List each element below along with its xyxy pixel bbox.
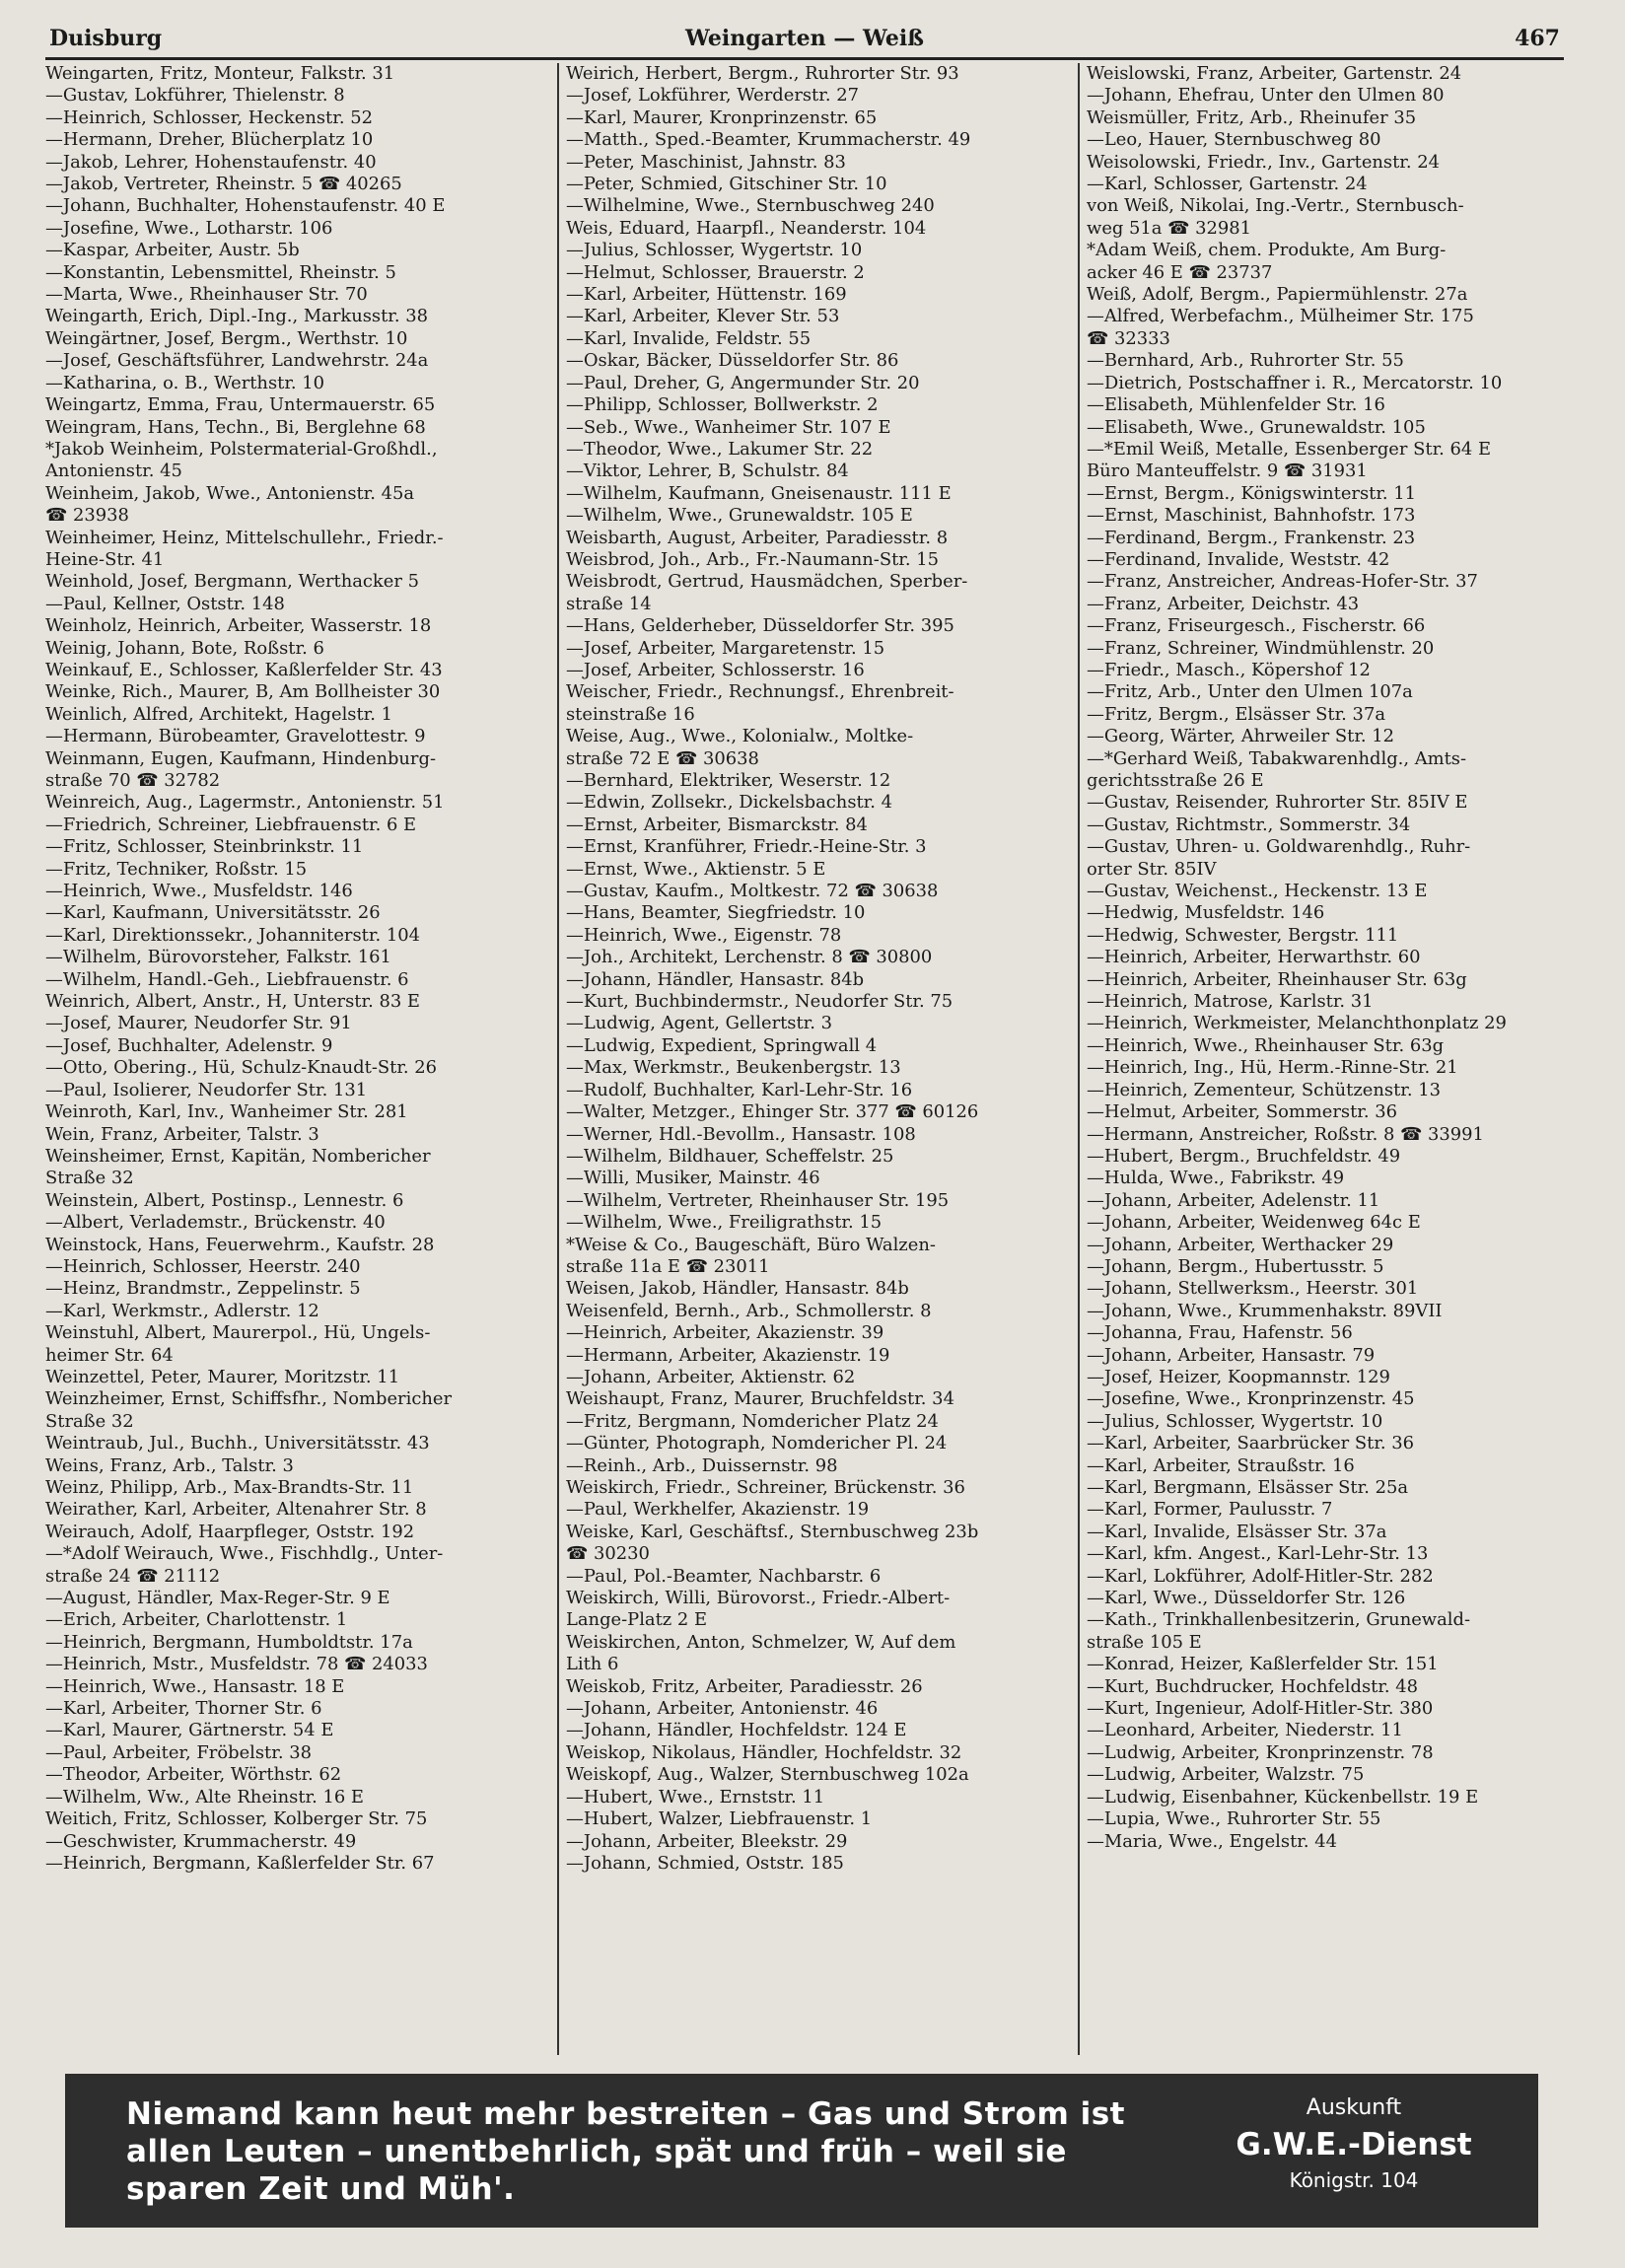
directory-entry-line: —Günter, Photograph, Nomdericher Pl. 24 [566,1433,948,1454]
directory-entry-line: —Johann, Arbeiter, Bleekstr. 29 [566,1830,848,1852]
directory-entry-line: —Gustav, Richtmstr., Sommerstr. 34 [1087,814,1411,835]
ad-slogan-line: allen Leuten – unentbehrlich, spät und früh – weil sie [126,2134,1067,2169]
directory-entry-line: —Ernst, Arbeiter, Bismarckstr. 84 [566,814,868,835]
directory-entry-line: —Heinrich, Arbeiter, Rheinhauser Str. 63g [1087,968,1467,990]
directory-entry-line: —Ferdinand, Invalide, Weststr. 42 [1087,548,1390,570]
directory-entry-line: Weis, Eduard, Haarpfl., Neanderstr. 104 [566,217,927,239]
directory-entry-line: —Kurt, Ingenieur, Adolf-Hitler-Str. 380 [1087,1698,1434,1720]
directory-entry-line: —Wilhelm, Handl.-Geh., Liebfrauenstr. 6 [45,968,409,990]
directory-entry-line: —Leo, Hauer, Sternbuschweg 80 [1087,129,1381,151]
directory-entry-line: —Josef, Geschäftsführer, Landwehrstr. 24a [45,350,429,372]
directory-entry-line: heimer Str. 64 [45,1344,174,1366]
directory-entry-line: —Theodor, Wwe., Lakumer Str. 22 [566,438,874,460]
directory-entry-line: —Karl, Maurer, Kronprinzenstr. 65 [566,106,878,128]
directory-entry-line: Weisbrod, Joh., Arb., Fr.-Naumann-Str. 15 [566,548,939,570]
directory-entry-line: —Theodor, Arbeiter, Wörthstr. 62 [45,1764,342,1786]
directory-entry-line: Weinzheimer, Ernst, Schiffsfhr., Nombericher [45,1388,452,1410]
directory-entry-line: Weiskop, Nikolaus, Händler, Hochfeldstr. 32 [566,1741,962,1763]
directory-entry-line: Antonienstr. 45 [45,461,182,482]
directory-entry-line: —Wilhelm, Wwe., Freiligrathstr. 15 [566,1212,883,1234]
directory-entry-line: Heine-Str. 41 [45,548,165,570]
directory-entry-line: —Ernst, Kranführer, Friedr.-Heine-Str. 3 [566,836,927,858]
directory-entry-line: —Josefine, Wwe., Lotharstr. 106 [45,217,333,239]
directory-entry-line: —Ludwig, Expedient, Springwall 4 [566,1034,878,1056]
directory-entry-line: Weintraub, Jul., Buchh., Universitätsstr. 43 [45,1433,430,1454]
directory-entry-line: —Franz, Anstreicher, Andreas-Hofer-Str. 37 [1087,571,1478,593]
directory-entry-line: von Weiß, Nikolai, Ing.-Vertr., Sternbusch- [1087,195,1464,217]
directory-entry-line: Weiske, Karl, Geschäftsf., Sternbuschweg 23b [566,1521,979,1542]
directory-entry-line: —Johann, Ehefrau, Unter den Ulmen 80 [1087,85,1445,106]
directory-entry-line: —Paul, Isolierer, Neudorfer Str. 131 [45,1079,368,1100]
directory-entry-line: —Kurt, Buchbindermstr., Neudorfer Str. 75 [566,991,954,1013]
directory-entry-line: —Hubert, Bergm., Bruchfeldstr. 49 [1087,1145,1401,1167]
directory-entry-line: —Alfred, Werbefachm., Mülheimer Str. 175 [1087,306,1474,327]
directory-entry-line: straße 11a E ☎ 23011 [566,1255,770,1277]
directory-entry-line: Weirather, Karl, Arbeiter, Altenahrer Str. 8 [45,1499,427,1521]
directory-entry-line: —Willi, Musiker, Mainstr. 46 [566,1168,820,1189]
directory-entry-line: —Reinh., Arb., Duissernstr. 98 [566,1454,838,1476]
directory-entry-line: —*Emil Weiß, Metalle, Essenberger Str. 64 E [1087,438,1492,460]
directory-entry-line: —Paul, Arbeiter, Fröbelstr. 38 [45,1741,312,1763]
directory-entry-line: Wein, Franz, Arbeiter, Talstr. 3 [45,1123,319,1145]
ad-box-address: Königstr. 104 [1289,2168,1419,2192]
directory-entry-line: —Fritz, Bergmann, Nomdericher Platz 24 [566,1410,939,1432]
directory-entry-line: —Kaspar, Arbeiter, Austr. 5b [45,240,300,261]
directory-entry-line: —Johann, Wwe., Krummenhakstr. 89VII [1087,1300,1443,1321]
directory-entry-line: —Georg, Wärter, Ahrweiler Str. 12 [1087,726,1395,747]
directory-entry-line: —Johann, Arbeiter, Aktienstr. 62 [566,1366,856,1387]
column-1 [45,63,552,2055]
directory-entry-line: —Heinz, Brandmstr., Zeppelinstr. 5 [45,1278,361,1300]
directory-entry-line: —Hubert, Walzer, Liebfrauenstr. 1 [566,1808,873,1830]
column-2 [566,63,1073,2055]
directory-entry-line: —Karl, Arbeiter, Saarbrücker Str. 36 [1087,1433,1415,1454]
ad-box-name: G.W.E.-Dienst [1236,2127,1472,2162]
directory-entry-line: —Karl, Bergmann, Elsässer Str. 25a [1087,1477,1409,1498]
directory-entry-line: —Lupia, Wwe., Ruhrorter Str. 55 [1087,1808,1381,1830]
directory-entry-line: —Otto, Obering., Hü, Schulz-Knaudt-Str. 26 [45,1057,438,1079]
directory-entry-line: gerichtsstraße 26 E [1087,770,1264,791]
directory-entry-line: —Helmut, Schlosser, Brauerstr. 2 [566,261,865,283]
directory-entry-line: —Heinrich, Mstr., Musfeldstr. 78 ☎ 24033 [45,1654,428,1675]
directory-entry-line: —Karl, Wwe., Düsseldorfer Str. 126 [1087,1588,1406,1609]
directory-entry-line: —Edwin, Zollsekr., Dickelsbachstr. 4 [566,792,893,814]
directory-entry-line: Büro Manteuffelstr. 9 ☎ 31931 [1087,461,1368,482]
ad-slogan-line: Niemand kann heut mehr bestreiten – Gas und Strom ist [126,2096,1125,2132]
directory-entry-line: —Karl, Arbeiter, Straußstr. 16 [1087,1454,1355,1476]
directory-entry-line: —Heinrich, Arbeiter, Akazienstr. 39 [566,1322,884,1344]
directory-entry-line: —Konstantin, Lebensmittel, Rheinstr. 5 [45,261,396,283]
directory-entry-line: —Dietrich, Postschaffner i. R., Mercatorstr. 10 [1087,372,1503,393]
directory-entry-line: Weisbrodt, Gertrud, Hausmädchen, Sperber- [566,571,968,593]
ad-box-heading: Auskunft [1306,2095,1402,2120]
directory-entry-line: straße 14 [566,593,652,614]
directory-entry-line: acker 46 E ☎ 23737 [1087,261,1273,283]
directory-entry-line: —Josef, Buchhalter, Adelenstr. 9 [45,1034,333,1056]
directory-entry-line: —Hedwig, Schwester, Bergstr. 111 [1087,924,1399,946]
directory-entry-line: Weiskopf, Aug., Walzer, Sternbuschweg 102a [566,1764,969,1786]
directory-entry-line: —Hans, Gelderheber, Düsseldorfer Str. 395 [566,615,954,637]
directory-entry-line: —Hubert, Wwe., Ernststr. 11 [566,1786,825,1807]
directory-entry-line: —Elisabeth, Wwe., Grunewaldstr. 105 [1087,416,1426,438]
directory-entry-line: —Johann, Arbeiter, Adelenstr. 11 [1087,1189,1380,1211]
directory-entry-line: —Karl, Invalide, Feldstr. 55 [566,327,812,349]
directory-entry-line: —Peter, Maschinist, Jahnstr. 83 [566,151,846,173]
directory-entry-line: —Ferdinand, Bergm., Frankenstr. 23 [1087,527,1416,548]
directory-entry-line: —Julius, Schlosser, Wygertstr. 10 [566,240,863,261]
directory-entry-line: —Hermann, Arbeiter, Akazienstr. 19 [566,1344,890,1366]
directory-entry-line: —Wilhelm, Ww., Alte Rheinstr. 16 E [45,1786,364,1807]
directory-entry-line: —Wilhelm, Bürovorsteher, Falkstr. 161 [45,947,391,968]
directory-entry-line: —Karl, Former, Paulusstr. 7 [1087,1499,1333,1521]
directory-entry-line: —August, Händler, Max-Reger-Str. 9 E [45,1588,390,1609]
directory-entry-line: —Bernhard, Arb., Ruhrorter Str. 55 [1087,350,1404,372]
ad-info-box [1221,2093,1487,2208]
directory-entry-line: —Johanna, Frau, Hafenstr. 56 [1087,1322,1353,1344]
directory-entry-line: Weismüller, Fritz, Arb., Rheinufer 35 [1087,106,1417,128]
directory-entry-line: —Hulda, Wwe., Fabrikstr. 49 [1087,1168,1345,1189]
directory-entry-line: Lith 6 [566,1654,619,1675]
directory-entry-line: Straße 32 [45,1168,134,1189]
directory-entry-line: —Albert, Verlademstr., Brückenstr. 40 [45,1212,386,1234]
directory-entry-line: —Peter, Schmied, Gitschiner Str. 10 [566,174,887,195]
directory-entry-line: —Franz, Arbeiter, Deichstr. 43 [1087,593,1360,614]
directory-entry-line: straße 72 E ☎ 30638 [566,747,759,769]
directory-entry-line: —Heinrich, Wwe., Hansastr. 18 E [45,1675,345,1697]
directory-entry-line: —Wilhelm, Bildhauer, Scheffelstr. 25 [566,1145,894,1167]
column-divider [557,63,559,2055]
directory-entry-line: —Karl, Arbeiter, Thorner Str. 6 [45,1698,322,1720]
directory-entry-line: —Gustav, Weichenst., Heckenstr. 13 E [1087,881,1428,902]
directory-entry-line: Weiskirch, Willi, Bürovorst., Friedr.-Albert- [566,1588,951,1609]
directory-entry-line: —Fritz, Bergm., Elsässer Str. 37a [1087,703,1385,725]
column-3 [1087,63,1564,2055]
directory-entry-line: weg 51a ☎ 32981 [1087,217,1252,239]
directory-entry-line: —Josef, Lokführer, Werderstr. 27 [566,85,859,106]
directory-entry-line: —Heinrich, Matrose, Karlstr. 31 [1087,991,1374,1013]
directory-entry-line: Weingartz, Emma, Frau, Untermauerstr. 65 [45,394,436,416]
directory-entry-line: —Karl, Werkmstr., Adlerstr. 12 [45,1300,319,1321]
directory-entry-line: —Wilhelm, Wwe., Grunewaldstr. 105 E [566,505,913,527]
directory-entry-line: —Joh., Architekt, Lerchenstr. 8 ☎ 30800 [566,947,933,968]
directory-entry-line: Weiskob, Fritz, Arbeiter, Paradiesstr. 26 [566,1675,923,1697]
directory-entry-line: —Ludwig, Arbeiter, Walzstr. 75 [1087,1764,1365,1786]
directory-entry-line: —Karl, Schlosser, Gartenstr. 24 [1087,174,1368,195]
directory-entry-line: —Franz, Schreiner, Windmühlenstr. 20 [1087,637,1435,659]
directory-entry-line: —Konrad, Heizer, Kaßlerfelder Str. 151 [1087,1654,1439,1675]
directory-entry-line: —Heinrich, Ing., Hü, Herm.-Rinne-Str. 21 [1087,1057,1458,1079]
directory-entry-line: —Franz, Friseurgesch., Fischerstr. 66 [1087,615,1426,637]
directory-entry-line: Weisenfeld, Bernh., Arb., Schmollerstr. 8 [566,1300,932,1321]
directory-entry-line: —Johann, Bergm., Hubertusstr. 5 [1087,1255,1384,1277]
directory-entry-line: ☎ 30230 [566,1543,650,1565]
directory-entry-line: Weinhold, Josef, Bergmann, Werthacker 5 [45,571,419,593]
directory-entry-line: *Jakob Weinheim, Polstermaterial-Großhdl., [45,438,438,460]
directory-entry-line: —Hermann, Anstreicher, Roßstr. 8 ☎ 33991 [1087,1123,1484,1145]
directory-entry-line: —Marta, Wwe., Rheinhauser Str. 70 [45,284,368,306]
directory-entry-line: —Fritz, Arb., Unter den Ulmen 107a [1087,681,1413,703]
directory-entry-line: straße 105 E [1087,1631,1202,1653]
directory-entry-line: —Gustav, Reisender, Ruhrorter Str. 85IV E [1087,792,1468,814]
directory-entry-line: —Gustav, Kaufm., Moltkestr. 72 ☎ 30638 [566,881,939,902]
directory-entry-line: —Karl, Lokführer, Adolf-Hitler-Str. 282 [1087,1565,1434,1587]
directory-entry-line: Weitich, Fritz, Schlosser, Kolberger Str. 75 [45,1808,428,1830]
directory-entry-line: Weischer, Friedr., Rechnungsf., Ehrenbreit- [566,681,954,703]
directory-entry-line: —Johann, Arbeiter, Weidenweg 64c E [1087,1212,1421,1234]
header-city: Duisburg [49,26,163,51]
directory-entry-line: —Ludwig, Agent, Gellertstr. 3 [566,1013,833,1034]
directory-entry-line: Lange-Platz 2 E [566,1609,708,1631]
directory-entry-line: —Matth., Sped.-Beamter, Krummacherstr. 49 [566,129,971,151]
directory-entry-line: —Johann, Händler, Hochfeldstr. 124 E [566,1720,907,1741]
directory-entry-line: —Seb., Wwe., Wanheimer Str. 107 E [566,416,891,438]
directory-entry-line: —Kurt, Buchdrucker, Hochfeldstr. 48 [1087,1675,1419,1697]
directory-entry-line: Weinroth, Karl, Inv., Wanheimer Str. 281 [45,1101,408,1123]
directory-entry-line: Weinzettel, Peter, Maurer, Moritzstr. 11 [45,1366,400,1387]
directory-entry-line: —Heinrich, Wwe., Eigenstr. 78 [566,924,842,946]
directory-entry-line: —Jakob, Lehrer, Hohenstaufenstr. 40 [45,151,377,173]
directory-entry-line: —Karl, Kaufmann, Universitätsstr. 26 [45,902,381,924]
directory-entry-line: *Weise & Co., Baugeschäft, Büro Walzen- [566,1234,936,1255]
directory-entry-line: —Fritz, Schlosser, Steinbrinkstr. 11 [45,836,364,858]
header-range: Weingarten — Weiß [685,26,924,51]
directory-entry-line: —Fritz, Techniker, Roßstr. 15 [45,858,308,880]
directory-entry-line: —Karl, Direktionssekr., Johanniterstr. 104 [45,924,420,946]
directory-columns [45,63,1564,2055]
directory-entry-line: —Heinrich, Werkmeister, Melanchthonplatz 29 [1087,1013,1507,1034]
directory-entry-line: —Josef, Arbeiter, Margaretenstr. 15 [566,637,885,659]
directory-entry-line: —Ernst, Maschinist, Bahnhofstr. 173 [1087,505,1416,527]
directory-entry-line: Weinstock, Hans, Feuerwehrm., Kaufstr. 28 [45,1234,435,1255]
directory-entry-line: Weinheim, Jakob, Wwe., Antonienstr. 45a [45,482,415,504]
directory-entry-line: —Leonhard, Arbeiter, Niederstr. 11 [1087,1720,1403,1741]
directory-entry-line: —Heinrich, Schlosser, Heckenstr. 52 [45,106,373,128]
directory-entry-line: —Karl, kfm. Angest., Karl-Lehr-Str. 13 [1087,1543,1429,1565]
directory-entry-line: —*Adolf Weirauch, Wwe., Fischhdlg., Unter- [45,1543,444,1565]
directory-entry-line: —Josef, Arbeiter, Schlosserstr. 16 [566,659,865,680]
directory-entry-line: —Maria, Wwe., Engelstr. 44 [1087,1830,1337,1852]
directory-entry-line: Weiskirch, Friedr., Schreiner, Brückenstr. 36 [566,1477,965,1498]
directory-entry-line: —Wilhelmine, Wwe., Sternbuschweg 240 [566,195,935,217]
directory-entry-line: —Josef, Heizer, Koopmannstr. 129 [1087,1366,1390,1387]
directory-entry-line: Weiskirchen, Anton, Schmelzer, W, Auf dem [566,1631,956,1653]
directory-entry-line: Weinholz, Heinrich, Arbeiter, Wasserstr. 18 [45,615,432,637]
directory-entry-line: —Josefine, Wwe., Kronprinzenstr. 45 [1087,1388,1415,1410]
directory-entry-line: —Friedr., Masch., Köpershof 12 [1087,659,1371,680]
page-header [45,22,1564,60]
directory-entry-line: Weinstuhl, Albert, Maurerpol., Hü, Ungels- [45,1322,431,1344]
directory-entry-line: Weishaupt, Franz, Maurer, Bruchfeldstr. 34 [566,1388,954,1410]
directory-entry-line: —Gustav, Uhren- u. Goldwarenhdlg., Ruhr- [1087,836,1471,858]
directory-entry-line: —Rudolf, Buchhalter, Karl-Lehr-Str. 16 [566,1079,913,1100]
directory-entry-line: Weinreich, Aug., Lagermstr., Antonienstr. 51 [45,792,445,814]
directory-entry-line: Weingärtner, Josef, Bergm., Werthstr. 10 [45,327,408,349]
directory-entry-line: —Johann, Schmied, Oststr. 185 [566,1852,844,1874]
directory-entry-line: —Paul, Dreher, G, Angermunder Str. 20 [566,372,920,393]
directory-entry-line: steinstraße 16 [566,703,695,725]
directory-entry-line: ☎ 32333 [1087,327,1170,349]
directory-entry-line: —Wilhelm, Kaufmann, Gneisenaustr. 111 E [566,482,952,504]
directory-entry-line: Weislowski, Franz, Arbeiter, Gartenstr. 24 [1087,63,1462,84]
directory-entry-line: —Friedrich, Schreiner, Liebfrauenstr. 6 E [45,814,417,835]
directory-entry-line: Weisolowski, Friedr., Inv., Gartenstr. 24 [1087,151,1441,173]
directory-entry-line: Weingarth, Erich, Dipl.-Ing., Markusstr. 38 [45,306,429,327]
directory-entry-line: —Johann, Buchhalter, Hohenstaufenstr. 40 E [45,195,446,217]
directory-entry-line: —Heinrich, Bergmann, Kaßlerfelder Str. 67 [45,1852,435,1874]
directory-entry-line: —Hermann, Bürobeamter, Gravelottestr. 9 [45,726,426,747]
directory-entry-line: —Heinrich, Bergmann, Humboldtstr. 17a [45,1631,413,1653]
directory-entry-line: Weinkauf, E., Schlosser, Kaßlerfelder Str. 43 [45,659,443,680]
directory-entry-line: Straße 32 [45,1410,134,1432]
column-divider [1078,63,1080,2055]
directory-entry-line: Weisbarth, August, Arbeiter, Paradiesstr. 8 [566,527,949,548]
directory-entry-line: Weirauch, Adolf, Haarpfleger, Oststr. 192 [45,1521,415,1542]
directory-entry-line: Weinke, Rich., Maurer, B, Am Bollheister 30 [45,681,441,703]
directory-entry-line: —Paul, Werkhelfer, Akazienstr. 19 [566,1499,870,1521]
directory-entry-line: —Johann, Arbeiter, Hansastr. 79 [1087,1344,1376,1366]
directory-entry-line: —Werner, Hdl.-Bevollm., Hansastr. 108 [566,1123,916,1145]
ad-slogan [126,2095,1191,2208]
directory-entry-line: —Heinrich, Zementeur, Schützenstr. 13 [1087,1079,1442,1100]
directory-entry-line: —Hedwig, Musfeldstr. 146 [1087,902,1325,924]
directory-entry-line: —Jakob, Vertreter, Rheinstr. 5 ☎ 40265 [45,174,402,195]
directory-entry-line: —Paul, Pol.-Beamter, Nachbarstr. 6 [566,1565,882,1587]
directory-entry-line: —Ludwig, Eisenbahner, Kückenbellstr. 19 E [1087,1786,1479,1807]
directory-entry-line: —*Gerhard Weiß, Tabakwarenhdlg., Amts- [1087,747,1467,769]
directory-entry-line: —Katharina, o. B., Werthstr. 10 [45,372,325,393]
directory-entry-line: —Julius, Schlosser, Wygertstr. 10 [1087,1410,1383,1432]
directory-entry-line: Weingarten, Fritz, Monteur, Falkstr. 31 [45,63,395,84]
directory-entry-line: —Kath., Trinkhallenbesitzerin, Grunewald- [1087,1609,1470,1631]
directory-entry-line: Weinlich, Alfred, Architekt, Hagelstr. 1 [45,703,393,725]
directory-entry-line: —Karl, Arbeiter, Hüttenstr. 169 [566,284,847,306]
directory-entry-line: —Philipp, Schlosser, Bollwerkstr. 2 [566,394,879,416]
advertisement-banner [65,2074,1538,2228]
directory-entry-line: —Geschwister, Krummacherstr. 49 [45,1830,357,1852]
directory-entry-line: *Adam Weiß, chem. Produkte, Am Burg- [1087,240,1447,261]
directory-entry-line: —Max, Werkmstr., Beukenbergstr. 13 [566,1057,901,1079]
ad-slogan-line: sparen Zeit und Müh'. [126,2171,516,2207]
directory-entry-line: —Ernst, Wwe., Aktienstr. 5 E [566,858,826,880]
directory-entry-line: —Elisabeth, Mühlenfelder Str. 16 [1087,394,1385,416]
directory-entry-line: —Karl, Maurer, Gärtnerstr. 54 E [45,1720,334,1741]
directory-entry-line: orter Str. 85IV [1087,858,1217,880]
directory-entry-line: —Johann, Arbeiter, Werthacker 29 [1087,1234,1394,1255]
directory-entry-line: —Johann, Arbeiter, Antonienstr. 46 [566,1698,879,1720]
directory-entry-line: Weinrich, Albert, Anstr., H, Unterstr. 83 E [45,991,420,1013]
directory-entry-line: Weinheimer, Heinz, Mittelschullehr., Friedr.- [45,527,444,548]
directory-entry-line: —Heinrich, Schlosser, Heerstr. 240 [45,1255,361,1277]
directory-entry-line: —Ernst, Bergm., Königswinterstr. 11 [1087,482,1417,504]
directory-entry-line: Weinmann, Eugen, Kaufmann, Hindenburg- [45,747,436,769]
directory-entry-line: straße 70 ☎ 32782 [45,770,221,791]
directory-entry-line: Weingram, Hans, Techn., Bi, Berglehne 68 [45,416,426,438]
directory-entry-line: Weinstein, Albert, Postinsp., Lennestr. 6 [45,1189,404,1211]
directory-entry-line: —Heinrich, Arbeiter, Herwarthstr. 60 [1087,947,1421,968]
directory-entry-line: ☎ 23938 [45,505,129,527]
directory-entry-line: —Hermann, Dreher, Blücherplatz 10 [45,129,374,151]
directory-entry-line: —Heinrich, Wwe., Rheinhauser Str. 63g [1087,1034,1445,1056]
directory-entry-line: —Karl, Arbeiter, Klever Str. 53 [566,306,840,327]
directory-entry-line: Weiß, Adolf, Bergm., Papiermühlenstr. 27a [1087,284,1468,306]
directory-entry-line: —Josef, Maurer, Neudorfer Str. 91 [45,1013,352,1034]
directory-entry-line: —Viktor, Lehrer, B, Schulstr. 84 [566,461,849,482]
directory-entry-line: —Walter, Metzger., Ehinger Str. 377 ☎ 60126 [566,1101,979,1123]
directory-entry-line: straße 24 ☎ 21112 [45,1565,221,1587]
directory-entry-line: —Erich, Arbeiter, Charlottenstr. 1 [45,1609,348,1631]
directory-entry-line: Weinz, Philipp, Arb., Max-Brandts-Str. 11 [45,1477,414,1498]
directory-entry-line: —Gustav, Lokführer, Thielenstr. 8 [45,85,345,106]
directory-entry-line: —Helmut, Arbeiter, Sommerstr. 36 [1087,1101,1398,1123]
directory-entry-line: —Ludwig, Arbeiter, Kronprinzenstr. 78 [1087,1741,1434,1763]
directory-entry-line: Weise, Aug., Wwe., Kolonialw., Moltke- [566,726,914,747]
directory-entry-line: —Johann, Händler, Hansastr. 84b [566,968,865,990]
directory-entry-line: Weirich, Herbert, Bergm., Ruhrorter Str. 93 [566,63,959,84]
page-number: 467 [1515,26,1560,51]
directory-entry-line: —Bernhard, Elektriker, Weserstr. 12 [566,770,891,791]
directory-entry-line: —Heinrich, Wwe., Musfeldstr. 146 [45,881,353,902]
directory-entry-line: —Johann, Stellwerksm., Heerstr. 301 [1087,1278,1419,1300]
directory-entry-line: —Hans, Beamter, Siegfriedstr. 10 [566,902,866,924]
directory-entry-line: Weinsheimer, Ernst, Kapitän, Nombericher [45,1145,431,1167]
directory-entry-line: Weisen, Jakob, Händler, Hansastr. 84b [566,1278,909,1300]
directory-entry-line: Weinig, Johann, Bote, Roßstr. 6 [45,637,324,659]
directory-entry-line: —Paul, Kellner, Oststr. 148 [45,593,285,614]
directory-entry-line: —Karl, Invalide, Elsässer Str. 37a [1087,1521,1387,1542]
directory-entry-line: —Wilhelm, Vertreter, Rheinhauser Str. 195 [566,1189,950,1211]
directory-entry-line: —Oskar, Bäcker, Düsseldorfer Str. 86 [566,350,899,372]
directory-entry-line: Weins, Franz, Arb., Talstr. 3 [45,1454,294,1476]
